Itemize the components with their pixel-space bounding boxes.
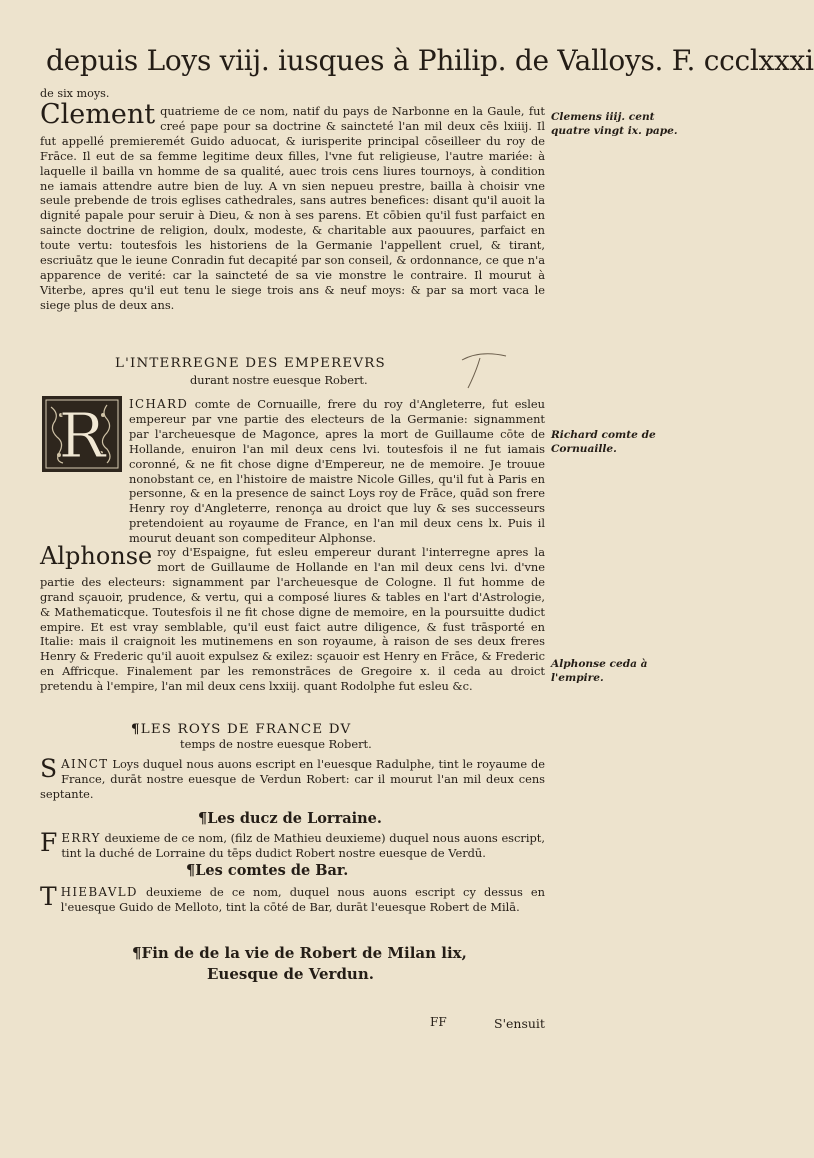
roys-lead: AINCT [61,757,109,771]
roys-initial: S [40,754,58,783]
signature-mark: FF [430,1015,447,1029]
colophon [132,943,467,985]
pilcrow-icon: ¶ [131,721,141,737]
bar-paragraph [40,882,545,915]
roys-subheading: temps de nostre euesque Robert. [180,737,372,751]
richard-lead: ICHARD [129,397,189,411]
clement-margin-note: Clemens iiij. cent quatre vingt ix. pape. [551,111,678,137]
colophon-line-2: Euesque de Verdun. [207,965,374,983]
roys-text: Loys duquel nous auons escript en l'euesque Radulphe, tint le royaume de France, durāt nostre euesque de Verdun Robert: car il mourut l'an mil deux cens septante. [40,757,545,801]
initial-r-letter: R [58,399,106,472]
alphonse-paragraph [40,542,545,694]
lorraine-lead: ERRY [61,831,101,845]
clement-paragraph [40,99,545,313]
running-head: depuis Loys viij. iusques à Philip. de Valloys. F. ccclxxxi [46,44,814,77]
pilcrow-icon: ¶ [186,862,196,879]
lorraine-text: deuxieme de ce nom, (filz de Mathieu deuxieme) duquel nous auons escript, tint la duché de Lorraine du tēps dudict Robert nostre euesque de Verdū. [61,831,545,860]
roys-heading [131,721,351,737]
clement-text: quatrieme de ce nom, natif du pays de Narbonne en la Gaule, fut creé pape pour sa doctrine & saincteté l'an mil deux cēs lxiiij. Il fut appellé premieremét Guido aduocat, & iurisperite principal cōseilleer du roy de Frāce. Il eut de sa femme legitime deux filles, l'vne fut religieuse, l'autre mariée: à laquelle il bailla vn homme de sa qualité, auec trois cens liures tournoys, à condition ne iamais attendre autre bien de luy. A vn sien nepueu prestre, bailla à choisir vne seule prebende de trois eglises cathedrales, sans autres benefices: disant qu'il auoit la dignité papale pour seruir à Dieu, & non à ses parens. Et cōbien qu'il fust parfaict en saincte doctrine de religion, doulx, modeste, & charitable aux paouures, parfaict en toute vertu: toutesfois les historiens de la Germanie l'appellent cruel, & tirant, escriuātz que le ieune Conradin fut decapité par son conseil, & ordonnance, ce que n'a apparence de verité: car la saincteté de sa vie monstre le contraire. Il mourut à Viterbe, apres qu'il eut tenu le siege trois ans & neuf moys: & par sa mort vaca le siege plus de deux ans. [40,104,545,312]
bar-lead: HIEBAVLD [60,885,138,899]
alphonse-text: roy d'Espaigne, fut esleu empereur durant l'interregne apres la mort de Guillaume de Hollande en l'an mil deux cens lvi. d'vne partie des electeurs: signamment par l'archeuesque de Cologne. Il fut homme de grand sçauoir, prudence, & vertu, qui a composé liures & tables en l'art d'Astrologie, & Mathematicque. Toutesfois il ne fit chose digne de memoire, en la poursuitte dudict empire. Et est vray semblable, qu'il eust faict autre diligence, & fust trāsporté en Italie: mais il craignoit les mutinemens en son royaume, à raison de ses deux freres Henry & Frederic qu'il auoit expulsez & exilez: sçauoir est Henry en Frāce, & Frederic en Affricque. Finalement par les remonstrāces de Gregoire x. il ceda au droict pretendu à l'empire, l'an mil deux cens lxxiij. quant Rodolphe fut esleu &c. [40,545,545,694]
bar-text: deuxieme de ce nom, duquel nous auons escript cy dessus en l'euesque Guido de Melloto, tint la cōté de Bar, durāt l'euesque Robert de Milā. [60,885,545,914]
interregne-subheading: durant nostre euesque Robert. [190,373,368,387]
bar-initial: T [40,882,57,911]
lorraine-heading [198,810,382,827]
pilcrow-icon: ¶ [132,944,142,962]
richard-paragraph-first-lines [129,397,546,546]
richard-text: comte de Cornuaille, frere du roy d'Angleterre, fut esleu empereur par vne partie des electeurs de la Germanie: signamment par l'archeuesque de Magonce, apres la mort de Guillaume cōte de Hollande, enuiron l'an mil deux cens lvi. toutesfois il ne fut iamais coronné, & ne fit chose digne d'Empereur, ne de memoire. Je trouue nonobstant ce, en l'histoire de maistre Nicole Gilles, qu'il fut à Paris en personne, & en la presence de sainct Loys roy de Frāce, quād son frere Henry roy d'Angleterre, renonça au droict que luy & ses successeurs pretendoient au royaume de France, en l'an mil deux cens lx. Puis il mourut deuant son compediteur Alphonse. [129,397,546,546]
lorraine-heading-text: Les ducz de Lorraine. [207,810,382,827]
lorraine-paragraph [40,828,545,861]
decorated-initial-r-icon [41,395,123,473]
lorraine-initial: F [40,828,58,857]
continuation-text: de six moys. [40,87,110,100]
richard-margin-note: Richard comte de Cornuaille. [551,429,656,455]
alphonse-margin-note: Alphonse ceda à l'empire. [551,658,648,684]
pilcrow-icon: ¶ [198,810,208,827]
alphonse-lead-word: Alphonse [40,542,153,570]
bar-heading-text: Les comtes de Bar. [195,862,349,879]
roys-heading-text: LES ROYS DE FRANCE DV [140,722,352,737]
clement-lead-word: Clement [40,99,156,130]
scribble-flourish-icon [460,352,510,392]
colophon-line-1: Fin de de la vie de Robert de Milan lix, [141,944,467,962]
bar-heading [186,862,348,879]
catchword: S'ensuit [494,1016,545,1031]
roys-paragraph [40,754,545,802]
interregne-heading: L'INTERREGNE DES EMPEREVRS [115,356,386,371]
